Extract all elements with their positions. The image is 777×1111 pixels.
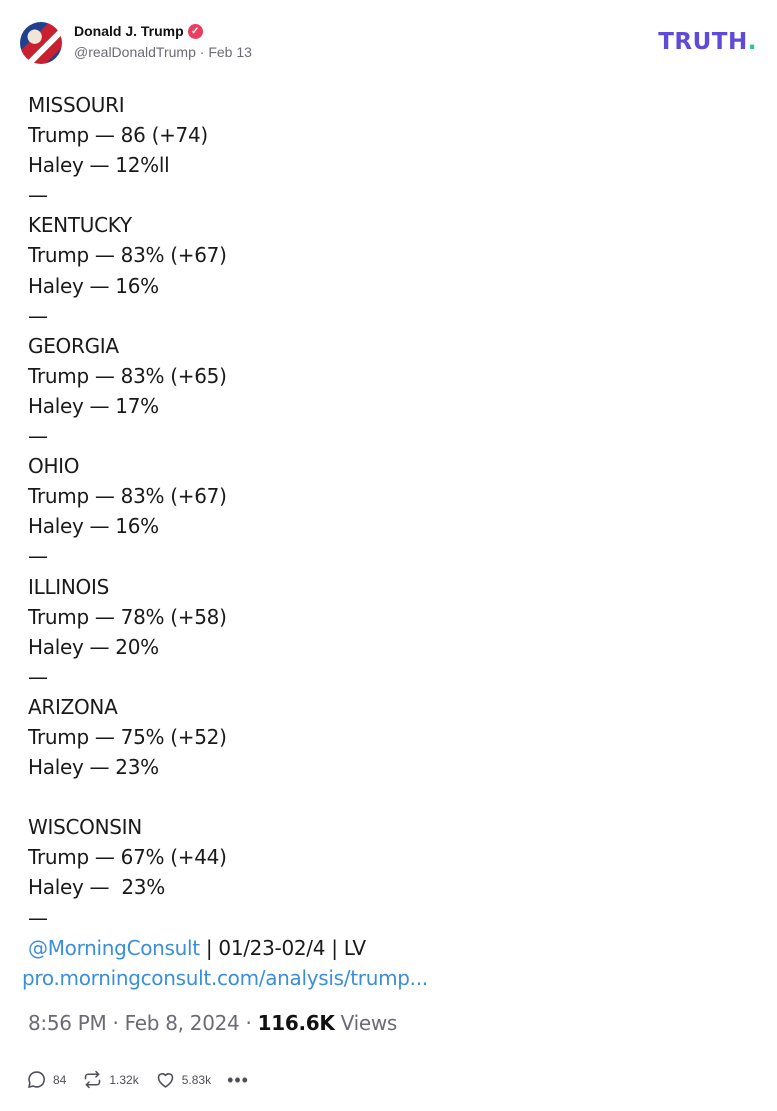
source-mention-link[interactable]: @MorningConsult — [28, 935, 200, 960]
poll-text-line: Trump — 83% (+65) — [28, 363, 227, 388]
source-line — [28, 933, 628, 963]
post-stats — [28, 1011, 397, 1035]
post-date[interactable]: Feb 13 — [208, 44, 252, 60]
poll-text-line: — — [28, 424, 48, 449]
truth-logo[interactable] — [658, 29, 757, 55]
post-timestamp: 8:56 PM · Feb 8, 2024 · — [28, 1011, 258, 1035]
avatar[interactable] — [20, 22, 62, 64]
poll-text-line: Haley — 12%ll — [28, 153, 170, 178]
poll-text-line: Haley — 20% — [28, 634, 159, 659]
poll-text-line: Haley — 23% — [28, 875, 165, 900]
poll-text-line: Haley — 17% — [28, 393, 159, 418]
meta-separator: · — [195, 44, 209, 60]
post-image-content — [22, 90, 628, 993]
logo-dot: . — [747, 29, 757, 55]
poll-text-line: KENTUCKY — [28, 213, 132, 238]
poll-text-line — [28, 782, 628, 812]
poll-text-line: — — [28, 183, 48, 208]
poll-text-line: Haley — 23% — [28, 755, 159, 780]
post-header — [20, 20, 757, 66]
poll-text-line: Trump — 83% (+67) — [28, 484, 227, 509]
post-meta — [74, 44, 252, 60]
poll-text-line: — — [28, 303, 48, 328]
author-handle[interactable]: @realDonaldTrump — [74, 44, 196, 60]
repost-button[interactable] — [82, 1069, 138, 1090]
poll-text-line: Trump — 78% (+58) — [28, 604, 227, 629]
more-options-icon[interactable]: ••• — [227, 1069, 249, 1090]
like-button[interactable] — [155, 1069, 211, 1090]
author-name[interactable]: Donald J. Trump — [74, 23, 184, 39]
reply-icon — [26, 1069, 47, 1090]
repost-icon — [82, 1069, 103, 1090]
poll-text-line: Haley — 16% — [28, 273, 159, 298]
heart-icon — [155, 1069, 176, 1090]
poll-text-line: ILLINOIS — [28, 574, 109, 599]
poll-text-line: WISCONSIN — [28, 815, 142, 840]
name-row — [74, 23, 252, 39]
source-url-link[interactable]: pro.morningconsult.com/analysis/trump... — [22, 965, 428, 990]
repost-count: 1.32k — [109, 1072, 139, 1087]
poll-text-line: Trump — 75% (+52) — [28, 724, 227, 749]
action-bar — [26, 1069, 249, 1090]
poll-text-line: — — [28, 905, 48, 930]
like-count: 5.83k — [181, 1072, 212, 1087]
poll-text-line: ARIZONA — [28, 694, 118, 719]
reply-button[interactable] — [26, 1069, 66, 1090]
poll-text-line: OHIO — [28, 454, 80, 479]
poll-text-line: Trump — 83% (+67) — [28, 243, 227, 268]
source-details: | 01/23-02/4 | LV — [199, 935, 366, 960]
poll-text-line: MISSOURI — [28, 93, 125, 117]
poll-text-line: GEORGIA — [28, 333, 119, 358]
source-url-line — [22, 963, 628, 993]
poll-text-line: Haley — 16% — [28, 514, 159, 539]
poll-text-line: — — [28, 664, 48, 689]
logo-text: TRUTH — [658, 29, 748, 55]
author-block — [74, 23, 252, 60]
views-label: Views — [334, 1011, 398, 1035]
poll-text-line: Trump — 86 (+74) — [28, 123, 208, 148]
verified-badge-icon: ✓ — [188, 24, 203, 39]
views-count: 116.6K — [257, 1011, 335, 1035]
reply-count: 84 — [53, 1072, 67, 1087]
poll-text-line: — — [28, 544, 48, 569]
poll-text-line: Trump — 67% (+44) — [28, 845, 227, 870]
